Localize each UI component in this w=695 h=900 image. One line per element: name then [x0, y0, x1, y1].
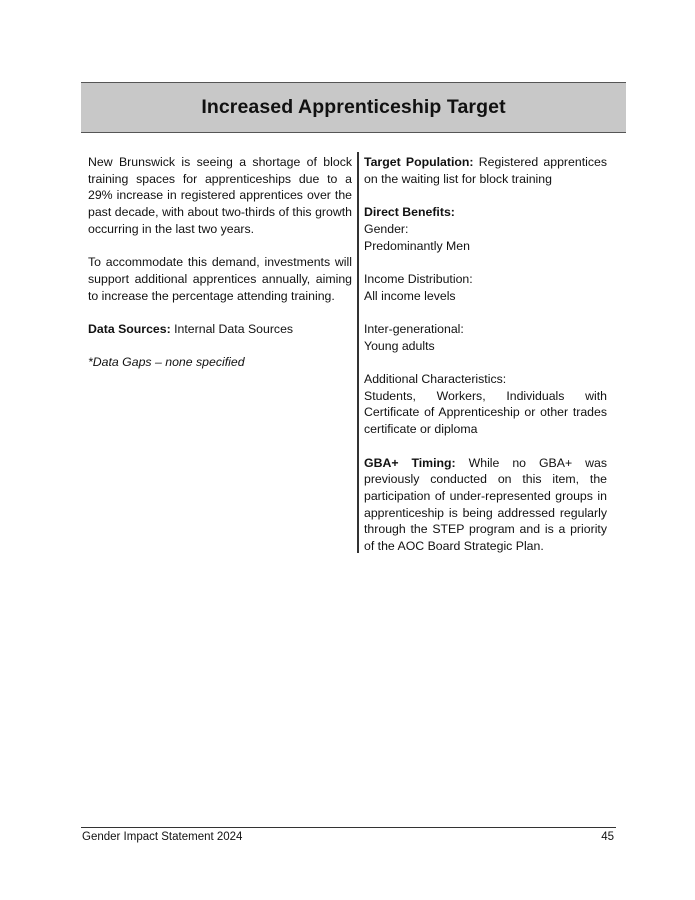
title-banner — [81, 82, 626, 133]
target-population-value: Registered apprentices on the waiting list for block training — [364, 155, 607, 186]
data-sources-value: Internal Data Sources — [170, 322, 294, 336]
inter-generational — [364, 321, 607, 354]
description-paragraph-1: New Brunswick is seeing a shortage of block training spaces for apprenticeships due to a 29% increase in registered apprentices over the past decade, with about two-thirds of this growth occurring in the last two years. — [88, 155, 352, 236]
target-population-label: Target Population: — [364, 155, 474, 169]
gender-label: Gender: — [364, 221, 409, 236]
right-column — [364, 154, 607, 571]
data-sources-label: Data Sources: — [88, 322, 171, 336]
direct-benefits — [364, 204, 607, 254]
additional-characteristics — [364, 371, 607, 438]
income-value: All income levels — [364, 288, 456, 303]
income-label: Income Distribution: — [364, 271, 473, 286]
gba-timing — [364, 455, 607, 555]
intergen-value: Young adults — [364, 338, 435, 353]
left-column — [88, 154, 352, 388]
gba-timing-label: GBA+ Timing: — [364, 455, 456, 470]
column-divider — [357, 152, 359, 553]
additional-value: Students, Workers, Individuals with Certificate of Apprenticeship or other trades certificate or diploma — [364, 388, 607, 437]
page-number: 45 — [601, 831, 614, 843]
description-paragraph-2: To accommodate this demand, investments will support additional apprentices annually, aiming to increase the percentage attending training. — [88, 255, 352, 303]
gender-value: Predominantly Men — [364, 238, 470, 253]
income-distribution — [364, 271, 607, 304]
data-sources — [88, 321, 352, 338]
page-title: Increased Apprenticeship Target — [201, 96, 506, 118]
direct-benefits-label: Direct Benefits: — [364, 205, 455, 220]
intergen-label: Inter-generational: — [364, 321, 464, 336]
footer-rule — [81, 827, 616, 828]
additional-label: Additional Characteristics: — [364, 372, 507, 387]
gba-timing-value: While no GBA+ was previously conducted on this item, the participation of under-represented groups in apprenticeship is being addressed regularly through the STEP program and is a priority of the AOC Board Strategic Plan. — [364, 455, 607, 554]
target-population — [364, 154, 607, 187]
footer-document-title: Gender Impact Statement 2024 — [82, 831, 243, 843]
data-gaps: *Data Gaps – none specified — [88, 355, 245, 370]
